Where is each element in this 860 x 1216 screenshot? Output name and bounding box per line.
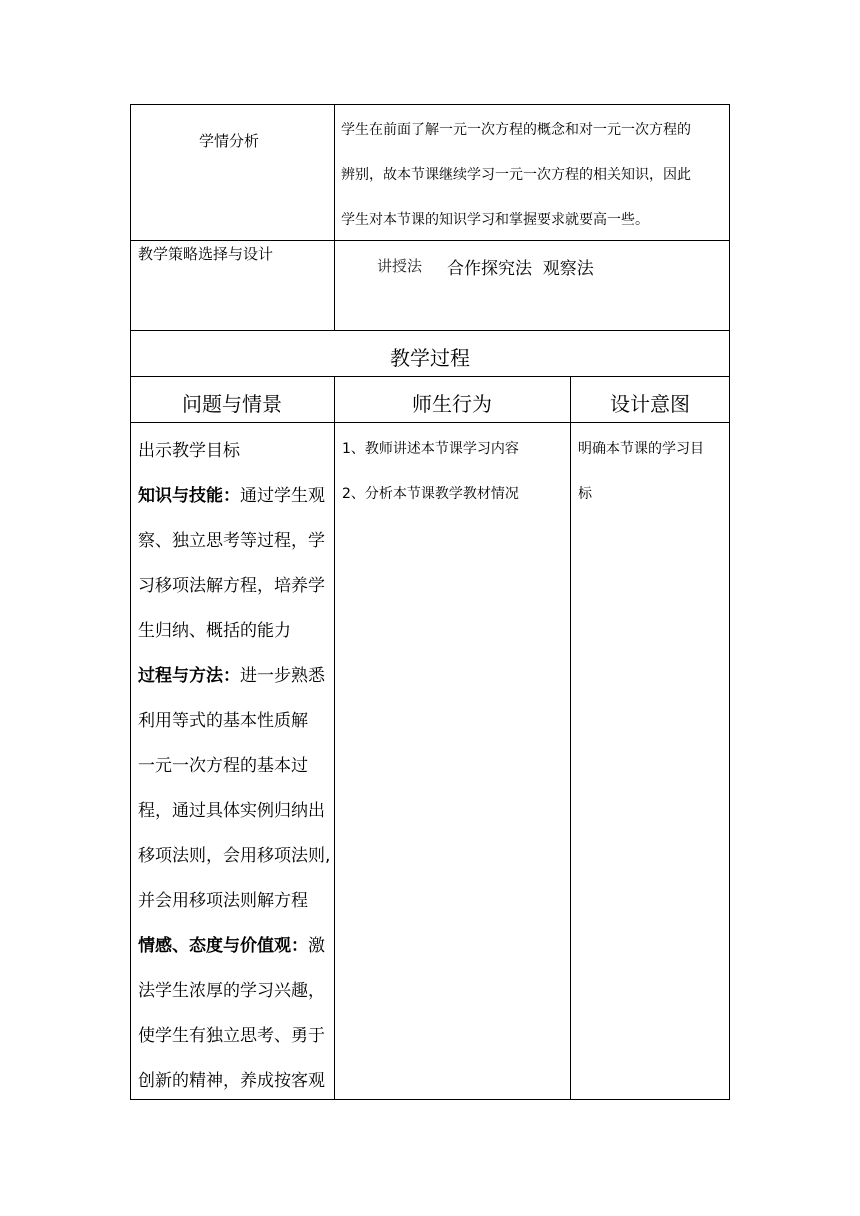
teaching-process-title: 教学过程: [390, 346, 470, 370]
student-analysis-line-1: 学生在前面了解一元一次方程的概念和对一元一次方程的: [341, 122, 691, 138]
col1-line-6: 过程与方法：进一步熟悉: [138, 666, 325, 686]
table-border-bottom: [130, 1099, 730, 1100]
heading-knowledge-skills: 知识与技能：: [138, 486, 240, 506]
student-analysis-line-3: 学生对本节课的知识学习和掌握要求就要高一些。: [341, 212, 649, 228]
col-divider-2: [570, 376, 571, 1100]
col1-line-14: 使学生有独立思考、勇于: [138, 1026, 325, 1046]
col-divider-upper: [334, 104, 335, 331]
heading-emotion-attitude-values: 情感、态度与价值观：: [138, 936, 308, 956]
col1-line-13: 法学生浓厚的学习兴趣，: [138, 981, 325, 1001]
row-divider-1: [130, 240, 730, 241]
col1-line-4: 习移项法解方程，培养学: [138, 576, 325, 596]
student-analysis-line-2: 辨别，故本节课继续学习一元一次方程的相关知识，因此: [341, 167, 691, 183]
col1-line-7: 利用等式的基本性质解: [138, 711, 308, 731]
col1-line-5: 生归纳、概括的能力: [138, 621, 291, 641]
col3-line-2: 标: [578, 486, 592, 502]
strategy-method-lecture: 讲授法: [377, 257, 423, 275]
col1-line-3: 察、独立思考等过程，学: [138, 531, 325, 551]
table-border-top: [130, 104, 730, 105]
col2-item-1: 1、教师讲述本节课学习内容: [342, 441, 519, 457]
col1-line-2: 知识与技能：通过学生观: [138, 486, 325, 506]
col1-line-10: 移项法则，会用移项法则,: [138, 846, 331, 866]
heading-process-methods: 过程与方法：: [138, 666, 240, 686]
row-divider-4: [130, 422, 730, 423]
col1-line-12: 情感、态度与价值观：激: [138, 936, 325, 956]
row-divider-3: [130, 376, 730, 377]
col2-item-2: 2、分析本节课教学教材情况: [342, 486, 519, 502]
table-border-left: [130, 104, 131, 1100]
col1-line-15: 创新的精神，养成按客观: [138, 1071, 325, 1091]
table-border-right: [729, 104, 730, 1100]
strategy-method-others: 合作探究法 观察法: [447, 259, 594, 279]
row-divider-2: [130, 330, 730, 331]
header-teacher-student-actions: 师生行为: [412, 392, 492, 416]
col3-line-1: 明确本节课的学习目: [578, 441, 704, 457]
col1-line-9: 程，通过具体实例归纳出: [138, 801, 325, 821]
header-problem-scenario: 问题与情景: [182, 392, 282, 416]
header-design-intent: 设计意图: [610, 392, 690, 416]
col1-line-11: 并会用移项法则解方程: [138, 891, 308, 911]
strategy-label: 教学策略选择与设计: [138, 245, 274, 263]
student-analysis-label: 学情分析: [199, 132, 260, 150]
col1-line-objectives: 出示教学目标: [138, 441, 240, 461]
col1-line-8: 一元一次方程的基本过: [138, 756, 308, 776]
col-divider-1: [334, 376, 335, 1100]
